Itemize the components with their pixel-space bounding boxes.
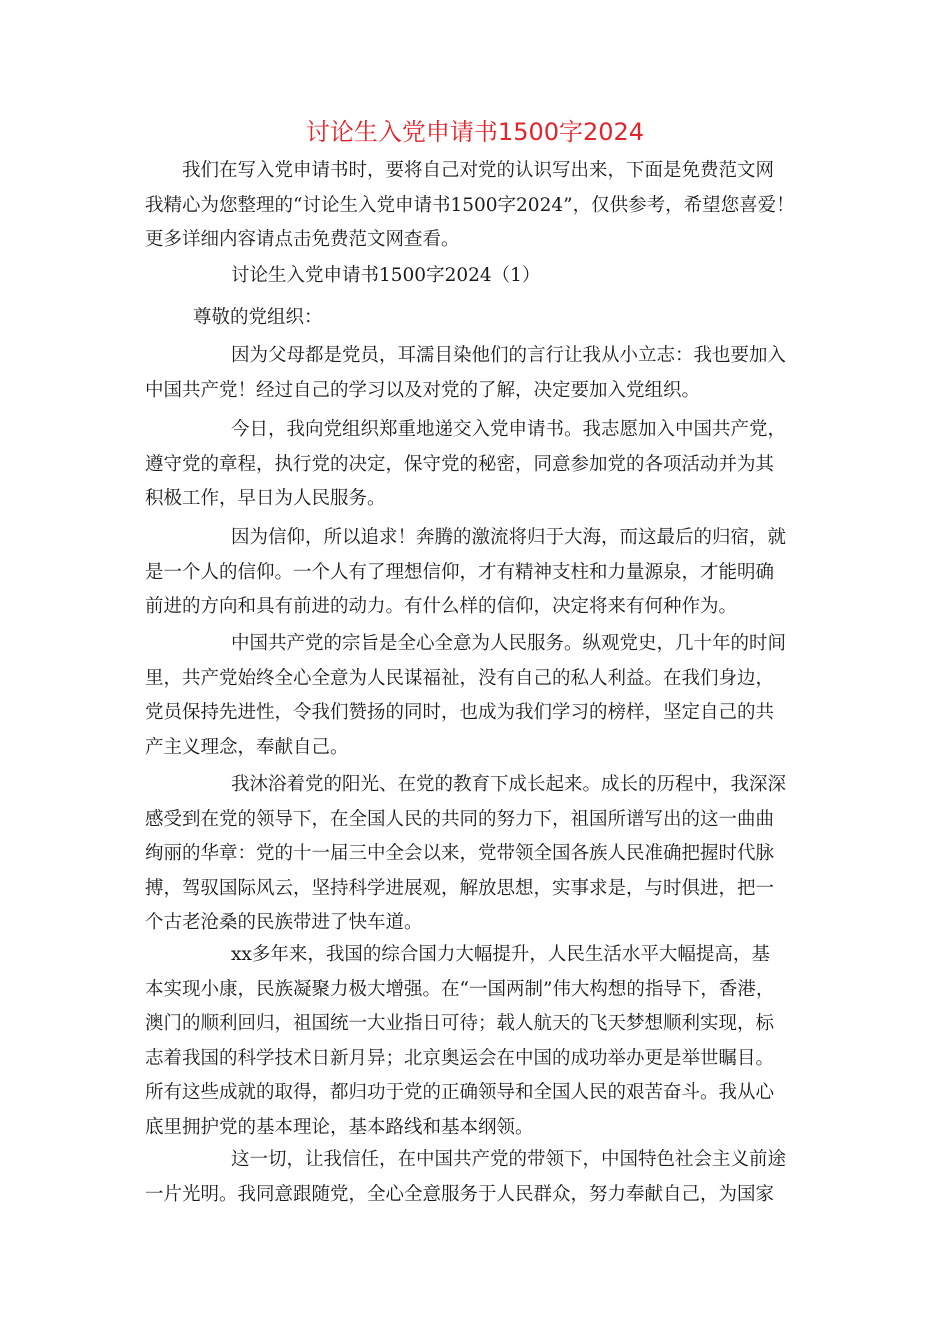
body-paragraph — [145, 339, 809, 408]
paragraph-line: 是一个人的信仰。一个人有了理想信仰，才有精神支柱和力量源泉，才能明确 — [145, 561, 775, 583]
paragraph-line: 澳门的顺利回归，祖国统一大业指日可待；载人航天的飞天梦想顺利实现，标 — [145, 1013, 775, 1034]
paragraph-line: xx多年来，我国的综合国力大幅提升，人民生活水平大幅提高，基 — [231, 944, 770, 965]
document-title: 讨论生入党申请书1500字2024 — [305, 118, 645, 146]
paragraph-line: 因为父母都是党员，耳濡目染他们的言行让我从小立志：我也要加入 — [231, 345, 787, 366]
section-subtitle — [145, 259, 809, 294]
paragraph-line: 一片光明。我同意跟随党，全心全意服务于人民群众，努力奉献自己，为国家 — [145, 1183, 775, 1205]
salutation-line: 尊敬的党组织： — [193, 307, 323, 328]
paragraph-line: 产主义理念，奉献自己。 — [145, 736, 349, 758]
paragraph-line: 本实现小康，民族凝聚力极大增强。在“一国两制”伟大构想的指导下，香港， — [145, 978, 775, 1000]
paragraph-line: 前进的方向和具有前进的动力。有什么样的信仰，决定将来有何种作为。 — [145, 596, 738, 617]
body-paragraph — [145, 938, 809, 1145]
intro-line: 更多详细内容请点击免费范文网查看。 — [145, 229, 460, 250]
body-paragraph — [145, 627, 809, 765]
paragraph-line: 搏，驾驭国际风云，坚持科学进展观，解放思想，实事求是，与时俱进，把一 — [145, 877, 775, 899]
paragraph-line: 底里拥护党的基本理论，基本路线和基本纲领。 — [145, 1116, 534, 1138]
intro-line: 我精心为您整理的“讨论生入党申请书1500字2024”，仅供参考，希望您喜爱！ — [145, 194, 795, 216]
paragraph-line: 绚丽的华章：党的十一届三中全会以来，党带领全国各族人民准确把握时代脉 — [145, 843, 775, 864]
paragraph-line: 遵守党的章程，执行党的决定，保守党的秘密，同意参加党的各项活动并为其 — [145, 453, 775, 475]
paragraph-line: 里，共产党始终全心全意为人民谋福祉，没有自己的私人利益。在我们身边， — [145, 667, 775, 689]
body-paragraph — [145, 521, 809, 625]
paragraph-line: 这一切，让我信任，在中国共产党的带领下，中国特色社会主义前途 — [231, 1149, 787, 1170]
body-paragraph — [145, 768, 809, 941]
intro-paragraph — [145, 154, 809, 258]
paragraph-line: 个古老沧桑的民族带进了快车道。 — [145, 912, 423, 933]
body-paragraph — [145, 1143, 809, 1212]
paragraph-line: 我沐浴着党的阳光、在党的教育下成长起来。成长的历程中，我深深 — [231, 774, 787, 795]
subtitle-line: 讨论生入党申请书1500字2024（1） — [231, 265, 541, 286]
paragraph-line: 所有这些成就的取得，都归功于党的正确领导和全国人民的艰苦奋斗。我从心 — [145, 1082, 775, 1103]
intro-line: 我们在写入党申请书时，要将自己对党的认识写出来，下面是免费范文网 — [145, 160, 775, 181]
paragraph-line: 因为信仰，所以追求！奔腾的激流将归于大海，而这最后的归宿，就 — [231, 527, 787, 548]
paragraph-line: 感受到在党的领导下，在全国人民的共同的努力下，祖国所谱写出的这一曲曲 — [145, 808, 775, 830]
body-paragraph — [145, 413, 809, 517]
paragraph-line: 中国共产党！经过自己的学习以及对党的了解，决定要加入党组织。 — [145, 379, 701, 401]
paragraph-line: 积极工作，早日为人民服务。 — [145, 488, 386, 509]
paragraph-line: 志着我国的科学技术日新月异；北京奥运会在中国的成功举办更是举世瞩目。 — [145, 1047, 775, 1069]
paragraph-line: 今日，我向党组织郑重地递交入党申请书。我志愿加入中国共产党， — [231, 419, 787, 440]
salutation — [145, 301, 809, 336]
paragraph-line: 中国共产党的宗旨是全心全意为人民服务。纵观党史，几十年的时间 — [231, 633, 787, 654]
paragraph-line: 党员保持先进性，令我们赞扬的同时，也成为我们学习的榜样，坚定自己的共 — [145, 702, 775, 723]
